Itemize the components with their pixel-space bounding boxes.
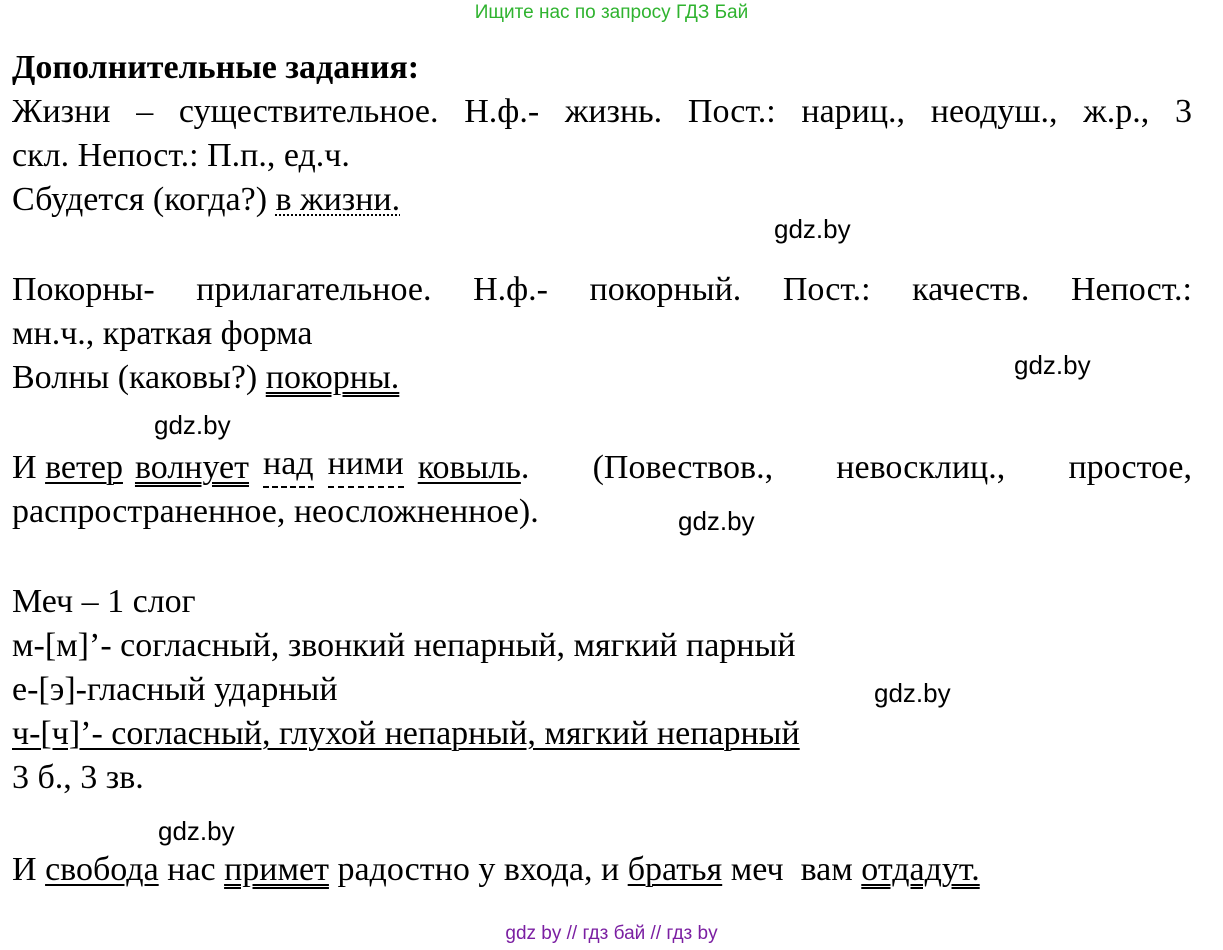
- block2-line2: мн.ч., краткая форма: [12, 315, 313, 352]
- block2-line3: [12, 356, 399, 400]
- block5-text: меч вам: [722, 851, 862, 888]
- block4-line3: е-[э]-гласный ударный: [12, 671, 338, 708]
- watermark: gdz.by: [678, 506, 755, 536]
- subject-word: братья: [627, 851, 723, 888]
- block5-line: [12, 848, 980, 892]
- footer-links: gdz by // гдз бай // гдз by: [505, 923, 718, 944]
- block4-line5: 3 б., 3 зв.: [12, 759, 144, 796]
- block5-text: И: [12, 851, 46, 888]
- block2-line3-text: Волны (каковы?): [12, 359, 266, 396]
- top-banner: Ищите нас по запросу ГДЗ Бай: [474, 2, 749, 23]
- subject-word: ковыль: [417, 449, 521, 486]
- block1-line2: скл. Непост.: П.п., ед.ч.: [12, 137, 350, 174]
- block3-line1: [12, 446, 1192, 490]
- watermark: gdz.by: [1014, 350, 1091, 380]
- subject-word: ветер: [45, 449, 123, 486]
- watermark: gdz.by: [874, 678, 951, 708]
- block2-line1: Покорны- прилагательное. Н.ф.- покорный. Пост.: качеств. Непост.:: [12, 271, 1192, 308]
- watermark: gdz.by: [774, 214, 851, 244]
- block3-word: И: [12, 449, 46, 486]
- underlined-line: ч-[ч]’- согласный, глухой непарный, мягкий непарный: [12, 715, 800, 752]
- block1-line3: [12, 178, 400, 222]
- block5-text: нас: [158, 851, 225, 888]
- underlined-phrase: покорны.: [265, 359, 400, 396]
- block1-line3-text: Сбудется (когда?): [12, 181, 276, 218]
- block4-line4: [12, 712, 800, 756]
- predicate-word: примет: [224, 851, 329, 888]
- underlined-phrase: в жизни.: [275, 181, 401, 218]
- block3-line2: распространенное, неосложненное).: [12, 493, 539, 530]
- predicate-word: отдадут.: [861, 851, 980, 888]
- block3-rest: . (Повествов., невосклиц., простое,: [520, 449, 1192, 486]
- block4-line1: Меч – 1 слог: [12, 583, 196, 620]
- section-heading: Дополнительные задания:: [12, 49, 420, 86]
- block4-line2: м-[м]’- согласный, звонкий непарный, мягкий парный: [12, 627, 796, 664]
- subject-word: свобода: [45, 851, 159, 888]
- adverbial-word: над: [263, 446, 314, 488]
- adverbial-word: ними: [328, 446, 404, 488]
- block5-text: радостно у входа, и: [328, 851, 628, 888]
- watermark: gdz.by: [154, 410, 231, 440]
- predicate-word: волнует: [134, 449, 250, 486]
- block1-line1: Жизни – существительное. Н.ф.- жизнь. Пост.: нариц., неодуш., ж.р., 3: [12, 93, 1192, 130]
- watermark: gdz.by: [158, 816, 235, 846]
